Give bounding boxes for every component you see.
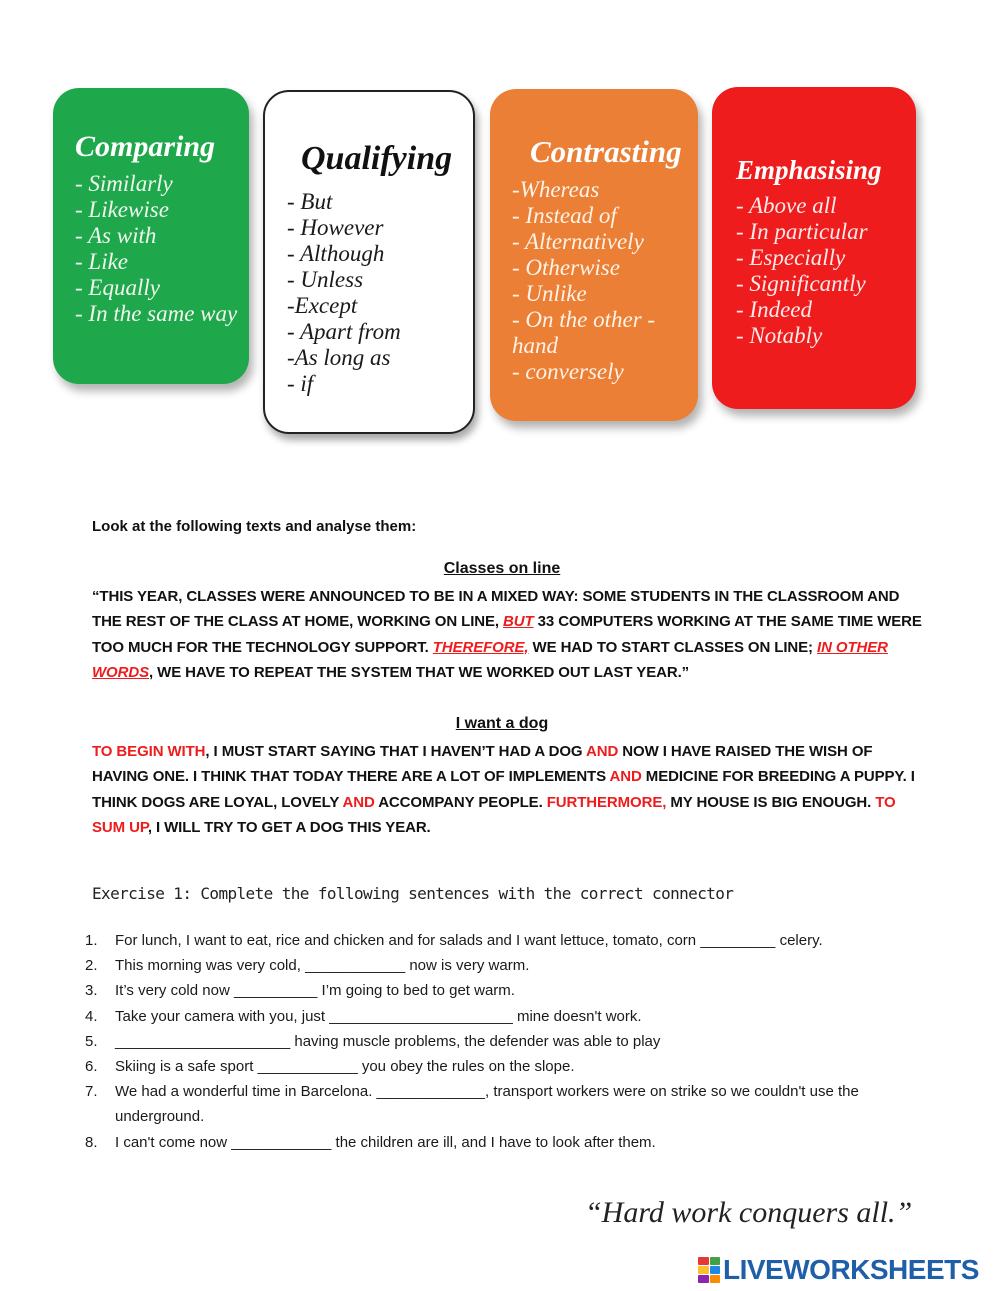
text-heading-classes: Classes on line — [443, 560, 561, 577]
card-qualifying — [263, 90, 475, 434]
item-number: 4. — [85, 1007, 98, 1025]
connector-item: - Like — [75, 249, 129, 274]
exercise-item[interactable] — [85, 1054, 925, 1079]
item-text: Skiing is a safe sport ____________ you obey the rules on the slope. — [115, 1058, 575, 1076]
connector-item: - Otherwise — [512, 255, 620, 280]
card-emphasising — [712, 87, 916, 409]
connector-item: -Whereas — [512, 177, 600, 202]
exercise-item[interactable] — [85, 1004, 925, 1029]
exercise-list — [85, 928, 925, 1155]
logo-block — [698, 1266, 709, 1274]
connector-list — [287, 189, 401, 397]
connector-highlight: AND — [609, 768, 642, 786]
text-body-dog — [92, 739, 922, 840]
connector-item: - Likewise — [75, 197, 169, 222]
text-segment: WE HAD TO START CLASSES ON LINE; — [528, 638, 818, 656]
item-number: 1. — [85, 932, 98, 949]
connector-item: - Similarly — [75, 171, 173, 196]
exercise-item[interactable] — [85, 953, 925, 978]
connector-item: - As with — [75, 223, 157, 248]
card-title: Emphasising — [736, 155, 882, 185]
text-segment: NOW I HAVE RAISED THE WISH OF HAVING ONE. I THINK THAT TODAY THERE ARE A LOT OF IMPLEMENTS — [92, 743, 873, 786]
connector-item: - Unlike — [512, 281, 587, 306]
text-heading-dog: I want a dog — [455, 715, 549, 732]
card-title: Contrasting — [530, 134, 682, 169]
connector-highlight: THEREFORE, — [432, 638, 529, 656]
item-number: 5. — [85, 1032, 98, 1050]
connector-item: - Above all — [736, 193, 837, 218]
card-title: Comparing — [75, 130, 216, 163]
exercise-item[interactable] — [85, 978, 925, 1003]
connector-highlight: TO BEGIN WITH — [92, 743, 206, 760]
item-text: It’s very cold now __________ I’m going to bed to get warm. — [115, 982, 515, 1000]
text-segment: , I WILL TRY TO GET A DOG THIS YEAR. — [147, 818, 431, 836]
item-text: For lunch, I want to eat, rice and chicken and for salads and I want lettuce, tomato, corn _________ celery. — [115, 932, 823, 949]
card-title: Qualifying — [301, 140, 453, 177]
connector-item: - conversely — [512, 359, 624, 384]
text-segment: MEDICINE FOR BREEDING A PUPPY. I THINK DOGS ARE LOYAL, LOVELY — [92, 768, 915, 811]
connector-highlight: FURTHERMORE, — [546, 793, 667, 811]
quote-text: “Hard work conquers all.” — [585, 1196, 913, 1229]
logo-text: LIVEWORKSHEETS — [723, 1254, 979, 1285]
connector-list — [75, 171, 245, 327]
item-number: 2. — [85, 957, 98, 975]
item-text: I can't come now ____________ the children are ill, and I have to look after them. — [115, 1133, 656, 1151]
text-segment: , WE HAVE TO REPEAT THE SYSTEM THAT WE WORKED OUT LAST YEAR.” — [149, 663, 690, 681]
item-text: _____________________ having muscle problems, the defender was able to play — [115, 1032, 661, 1050]
logo-block — [710, 1257, 721, 1265]
connector-highlight: AND — [586, 743, 619, 760]
connector-item: - But — [287, 189, 333, 214]
connector-list — [736, 193, 868, 349]
item-text: This morning was very cold, ____________ now is very warm. — [115, 957, 530, 975]
logo-block — [710, 1275, 721, 1283]
connector-list — [512, 177, 692, 385]
item-number: 8. — [85, 1133, 98, 1151]
exercise-item[interactable] — [85, 1029, 925, 1054]
connector-item: - Unless — [287, 267, 364, 292]
instruction-text: Look at the following texts and analyse them: — [92, 518, 417, 535]
item-text: Take your camera with you, just ______________________ mine doesn't work. — [115, 1007, 642, 1025]
connector-item: - Notably — [736, 323, 823, 348]
exercise-item[interactable] — [85, 1079, 925, 1129]
logo-blocks-icon — [698, 1257, 720, 1283]
exercise-item[interactable] — [85, 1130, 925, 1155]
connector-item: - if — [287, 371, 314, 396]
item-number: 3. — [85, 982, 98, 1000]
text-segment: MY HOUSE IS BIG ENOUGH. — [666, 793, 876, 811]
liveworksheets-logo — [698, 1255, 979, 1285]
logo-block — [698, 1257, 709, 1265]
connector-highlight: AND — [342, 793, 375, 811]
item-number: 6. — [85, 1058, 98, 1076]
connector-item: -Except — [287, 293, 358, 318]
exercise-item[interactable] — [85, 928, 925, 953]
connector-item: - However — [287, 215, 384, 240]
item-text: We had a wonderful time in Barcelona. _____________, transport workers were on strike so we couldn't use the underground. — [115, 1083, 859, 1126]
connector-item: - On the other - hand — [512, 307, 656, 358]
connector-item: - Especially — [736, 245, 846, 270]
connector-item: - Although — [287, 241, 385, 266]
logo-block — [698, 1275, 709, 1283]
connector-item: - Significantly — [736, 271, 866, 296]
text-segment: , I MUST START SAYING THAT I HAVEN’T HAD A DOG — [205, 743, 587, 760]
logo-block — [710, 1266, 721, 1274]
text-segment: 33 COMPUTERS WORKING AT THE SAME TIME WERE TOO MUCH FOR THE TECHNOLOGY SUPPORT. — [92, 613, 922, 656]
connector-highlight: IN OTHER WORDS — [92, 638, 888, 681]
text-body-classes — [92, 584, 922, 685]
connector-item: - Instead of — [512, 203, 617, 228]
connector-item: - In particular — [736, 219, 868, 244]
connector-item: - In the same way — [75, 301, 238, 326]
connector-highlight: BUT — [503, 613, 534, 631]
exercise-title: Exercise 1: Complete the following sentences with the correct connector — [92, 884, 734, 903]
text-segment: ACCOMPANY PEOPLE. — [374, 793, 547, 811]
connector-item: -As long as — [287, 345, 391, 370]
connector-item: - Alternatively — [512, 229, 644, 254]
card-contrasting — [490, 89, 698, 421]
connector-highlight: TO SUM UP — [92, 793, 896, 836]
text-segment: “THIS YEAR, CLASSES WERE ANNOUNCED TO BE IN A MIXED WAY: SOME STUDENTS IN THE CLASSROOM AND THE REST OF THE CLASS AT HOME, WORKING ON LINE, — [92, 588, 900, 631]
connector-item: - Apart from — [287, 319, 401, 344]
card-comparing — [53, 88, 249, 384]
connector-item: - Equally — [75, 275, 160, 300]
connector-item: - Indeed — [736, 297, 812, 322]
item-number: 7. — [85, 1083, 98, 1101]
